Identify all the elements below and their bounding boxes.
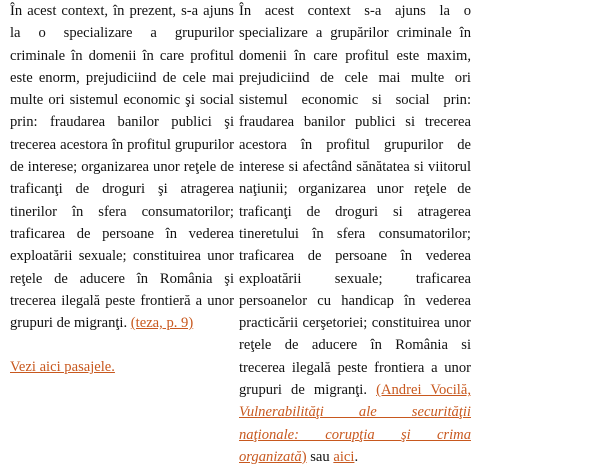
alt-source-link[interactable]: aici xyxy=(333,448,355,465)
right-text-column xyxy=(239,0,471,468)
left-source-link[interactable]: (teza, p. 9) xyxy=(130,315,194,332)
passages-paragraph xyxy=(10,356,234,378)
source-close: ) xyxy=(301,448,307,465)
right-paragraph-text: În acest context s-a ajuns la o specializare a grupărilor criminale în domenii în care profitul este maxim, prejudiciind de cele mai multe ori sistemul economic si social prin: fraudarea banilor publici si trecerea acestora în profitul grupurilor de interese si afectând sănătatea si viitorul naţiunii; organizarea unor reţele de traficanţi de droguri si atragerea tineretului în sfera consumatorilor; traficarea de persoane în vederea exploatării sexuale; traficarea persoanelor cu handicap în vederea practicării cerşetoriei; constituirea unor reţele de aducere în România si trecerea ilegală peste frontiera a unor grupuri de migranţi. xyxy=(239,3,471,399)
right-paragraph xyxy=(239,0,471,468)
connector-text: sau xyxy=(306,448,334,465)
view-passages-link[interactable]: Vezi aici pasajele. xyxy=(10,359,115,376)
source-title: Vulnerabilităţi ale securităţii naţionale: corupţia şi crima organizată xyxy=(239,404,471,465)
left-paragraph xyxy=(10,0,234,334)
left-text-column xyxy=(10,0,234,379)
source-author: (Andrei Vocilă, xyxy=(376,382,471,399)
end-punctuation: . xyxy=(354,448,359,465)
left-paragraph-text: În acest context, în prezent, s-a ajuns la o specializare a grupurilor criminale în domenii în care profitul este enorm, prejudiciind de cele mai multe ori sistemul economic şi social prin: fraudarea banilor publici şi trecerea acestora în profitul grupurilor de interese; organizarea unor reţele de traficanţi de droguri şi atragerea tinerilor în sfera consumatorilor; traficarea de persoane în vederea exploatării sexuale; constituirea unor reţele de aducere în România şi trecerea ilegală peste frontieră a unor grupuri de migranţi. xyxy=(10,3,234,332)
paragraph-spacer xyxy=(10,334,234,356)
